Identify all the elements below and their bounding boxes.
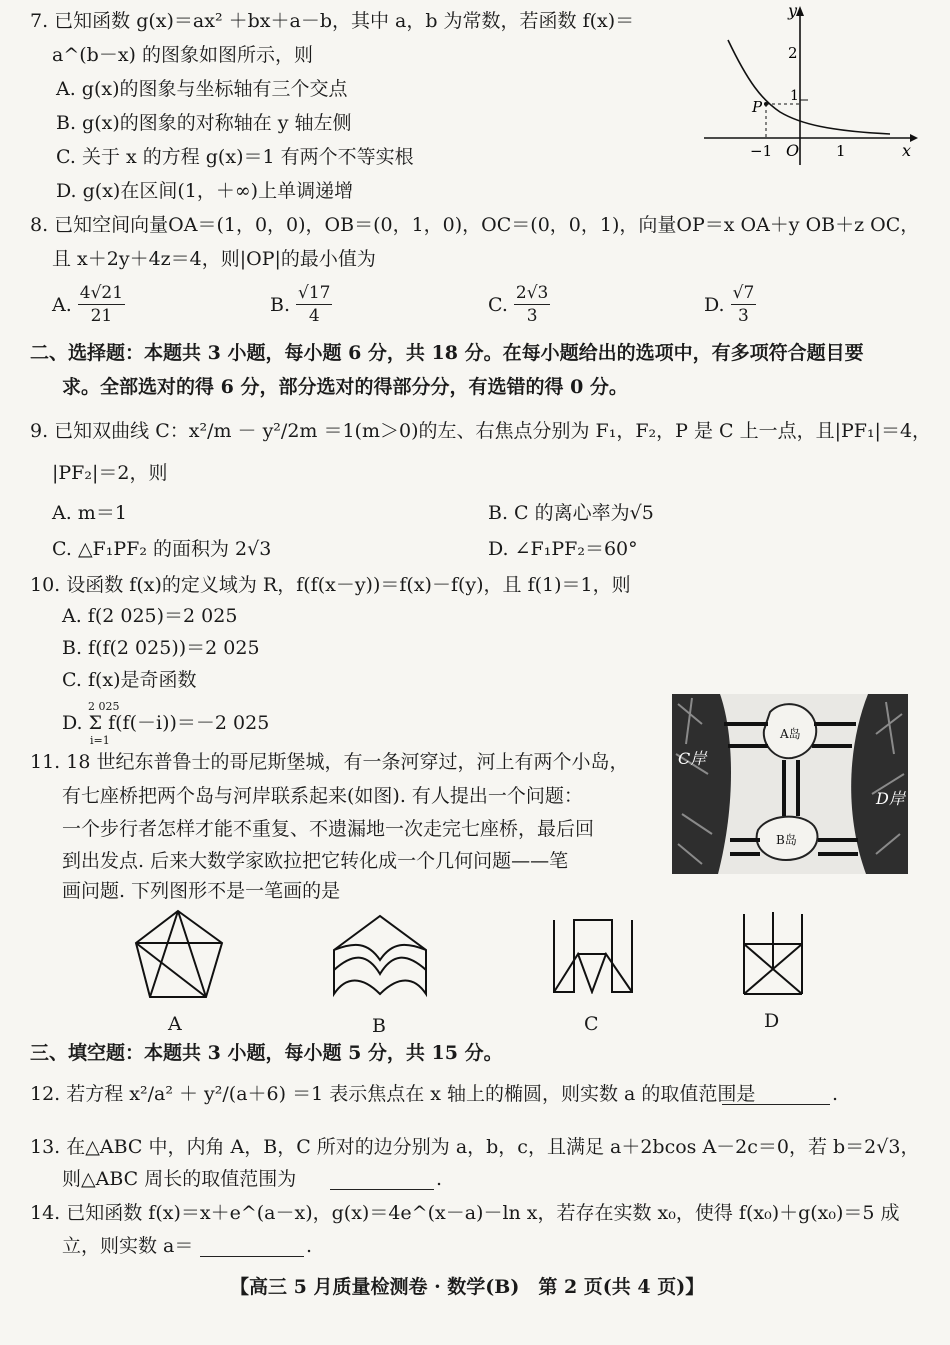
q14-end-mark: . bbox=[306, 1235, 313, 1257]
q13-line2: 则△ABC 周长的取值范围为 bbox=[62, 1168, 297, 1190]
q7-option-b: B. g(x)的图象的对称轴在 y 轴左侧 bbox=[56, 112, 352, 134]
q8-a-num: 4√21 bbox=[79, 283, 124, 303]
q7-option-a: A. g(x)的图象与坐标轴有三个交点 bbox=[56, 78, 348, 100]
figure-d-label: D bbox=[764, 1010, 780, 1032]
q14-line2: 立，则实数 a＝ bbox=[62, 1235, 194, 1257]
q11-line2: 有七座桥把两个岛与河岸联系起来(如图). 有人提出一个问题： bbox=[62, 785, 583, 807]
q8-option-d: D. $\frac{√7}{3}$ bbox=[704, 283, 755, 326]
graph-tick-x1: 1 bbox=[836, 142, 846, 160]
q8-option-c: C. $\frac{2√3}{3}$ bbox=[488, 283, 549, 326]
q14-line1: 14. 已知函数 f(x)＝x＋e^(a－x)，g(x)＝4e^(x－a)－ln x，若存在实数 x₀，使得 f(x₀)＋g(x₀)＝5 成 bbox=[30, 1202, 900, 1224]
q13-line1: 13. 在△ABC 中，内角 A，B，C 所对的边分别为 a，b，c，且满足 a＋2bcos A－2c＝0，若 b＝2√3， bbox=[30, 1136, 920, 1158]
figure-d-hourglass bbox=[738, 908, 808, 1000]
q13-answer-blank[interactable] bbox=[330, 1171, 434, 1190]
figure-b-label: B bbox=[372, 1015, 386, 1037]
q12-stem: 12. 若方程 x²/a² ＋ y²/(a＋6) ＝1 表示焦点在 x 轴上的椭圆，则实数 a 的取值范围是 bbox=[30, 1083, 756, 1105]
figure-a-pentagon bbox=[130, 905, 230, 1005]
q9-option-c: C. △F₁PF₂ 的面积为 2√3 bbox=[52, 538, 272, 560]
graph-tick-2: 2 bbox=[788, 44, 798, 62]
q12-answer-blank[interactable] bbox=[722, 1086, 830, 1105]
q11-line4: 到出发点. 后来大数学家欧拉把它转化成一个几何问题——笔 bbox=[62, 850, 569, 872]
graph-tick-1: 1 bbox=[790, 88, 799, 104]
q8-b-num: √17 bbox=[298, 283, 331, 303]
q7-stem-line1: 7. 已知函数 g(x)＝ax² ＋bx＋a－b，其中 a，b 为常数，若函数 f(x)＝ bbox=[30, 10, 635, 32]
konigsberg-bridges-map bbox=[672, 694, 908, 874]
graph-point-p: P bbox=[752, 98, 763, 116]
q8-stem-line2: 且 x＋2y＋4z＝4，则|OP|的最小值为 bbox=[52, 248, 376, 270]
q8-c-den: 3 bbox=[526, 306, 538, 326]
q11-line3: 一个步行者怎样才能不重复、不遗漏地一次走完七座桥，最后回 bbox=[62, 818, 595, 840]
q8-c-num: 2√3 bbox=[515, 283, 549, 303]
section3-heading: 三、填空题：本题共 3 小题，每小题 5 分，共 15 分。 bbox=[30, 1042, 503, 1064]
q10-sum-upper-limit: 2 025 bbox=[88, 700, 120, 713]
q8-stem-line1: 8. 已知空间向量OA＝(1，0，0)，OB＝(0，1，0)，OC＝(0，0，1)，向量OP＝x OA＋y OB＋z OC， bbox=[30, 214, 920, 236]
q9-stem-line1: 9. 已知双曲线 C：x²/m － y²/2m ＝1(m＞0)的左、右焦点分别为 F₁，F₂，P 是 C 上一点，且|PF₁|＝4， bbox=[30, 420, 932, 442]
q8-d-num: √7 bbox=[732, 283, 755, 303]
q12-end-mark: . bbox=[832, 1083, 839, 1105]
map-label-island-a: A岛 bbox=[780, 727, 801, 741]
q9-option-b: B. C 的离心率为√5 bbox=[488, 502, 654, 524]
q14-answer-blank[interactable] bbox=[200, 1238, 304, 1257]
figure-c-w-shape bbox=[548, 914, 638, 994]
q10-option-d: D. Σ f(f(－i))＝－2 025 bbox=[62, 712, 270, 734]
q10-option-a: A. f(2 025)＝2 025 bbox=[62, 605, 238, 627]
q10-option-c: C. f(x)是奇函数 bbox=[62, 669, 197, 691]
graph-x-label: x bbox=[902, 141, 912, 160]
q10-option-b: B. f(f(2 025))＝2 025 bbox=[62, 637, 260, 659]
section2-heading-line1: 二、选择题：本题共 3 小题，每小题 6 分，共 18 分。在每小题给出的选项中，有多项符合题目要 bbox=[30, 342, 864, 364]
q7-option-c: C. 关于 x 的方程 g(x)＝1 有两个不等实根 bbox=[56, 146, 414, 168]
page-footer: 【高三 5 月质量检测卷 · 数学(B) 第 2 页(共 4 页)】 bbox=[230, 1276, 705, 1298]
map-label-island-b: B岛 bbox=[776, 833, 797, 847]
q13-end-mark: . bbox=[436, 1168, 443, 1190]
graph-y-label: y bbox=[788, 1, 798, 20]
graph-origin: O bbox=[786, 141, 800, 160]
q10-stem: 10. 设函数 f(x)的定义域为 R，f(f(x－y))＝f(x)－f(y)，且 f(1)＝1，则 bbox=[30, 574, 631, 596]
q9-stem-line2: |PF₂|＝2，则 bbox=[52, 462, 168, 484]
q10-sum-lower-limit: i=1 bbox=[90, 734, 110, 747]
q8-option-a: A. $\frac{4√21}{21}$ bbox=[52, 283, 124, 326]
q11-line1: 11. 18 世纪东普鲁士的哥尼斯堡城，有一条河穿过，河上有两个小岛， bbox=[30, 751, 629, 773]
figure-a-label: A bbox=[168, 1013, 182, 1035]
figure-b-arch bbox=[328, 912, 432, 1008]
section2-heading-line2: 求。全部选对的得 6 分，部分选对的得部分分，有选错的得 0 分。 bbox=[62, 376, 628, 398]
q7-exponential-graph bbox=[700, 0, 920, 170]
q7-stem-line2: a^(b－x) 的图象如图所示，则 bbox=[52, 44, 313, 66]
figure-c-label: C bbox=[584, 1013, 599, 1035]
q11-line5: 画问题. 下列图形不是一笔画的是 bbox=[62, 880, 341, 902]
q9-option-d: D. ∠F₁PF₂＝60° bbox=[488, 538, 638, 560]
q8-option-b: B. $\frac{√17}{4}$ bbox=[270, 283, 331, 326]
q8-a-den: 21 bbox=[90, 306, 113, 326]
map-label-bank-d: D岸 bbox=[876, 789, 905, 808]
graph-tick-neg1: −1 bbox=[750, 142, 773, 160]
q8-d-den: 3 bbox=[738, 306, 749, 326]
q8-b-den: 4 bbox=[308, 306, 320, 326]
q9-option-a: A. m＝1 bbox=[52, 502, 127, 524]
map-label-bank-c: C岸 bbox=[678, 749, 707, 768]
q7-option-d: D. g(x)在区间(1，＋∞)上单调递增 bbox=[56, 180, 354, 202]
